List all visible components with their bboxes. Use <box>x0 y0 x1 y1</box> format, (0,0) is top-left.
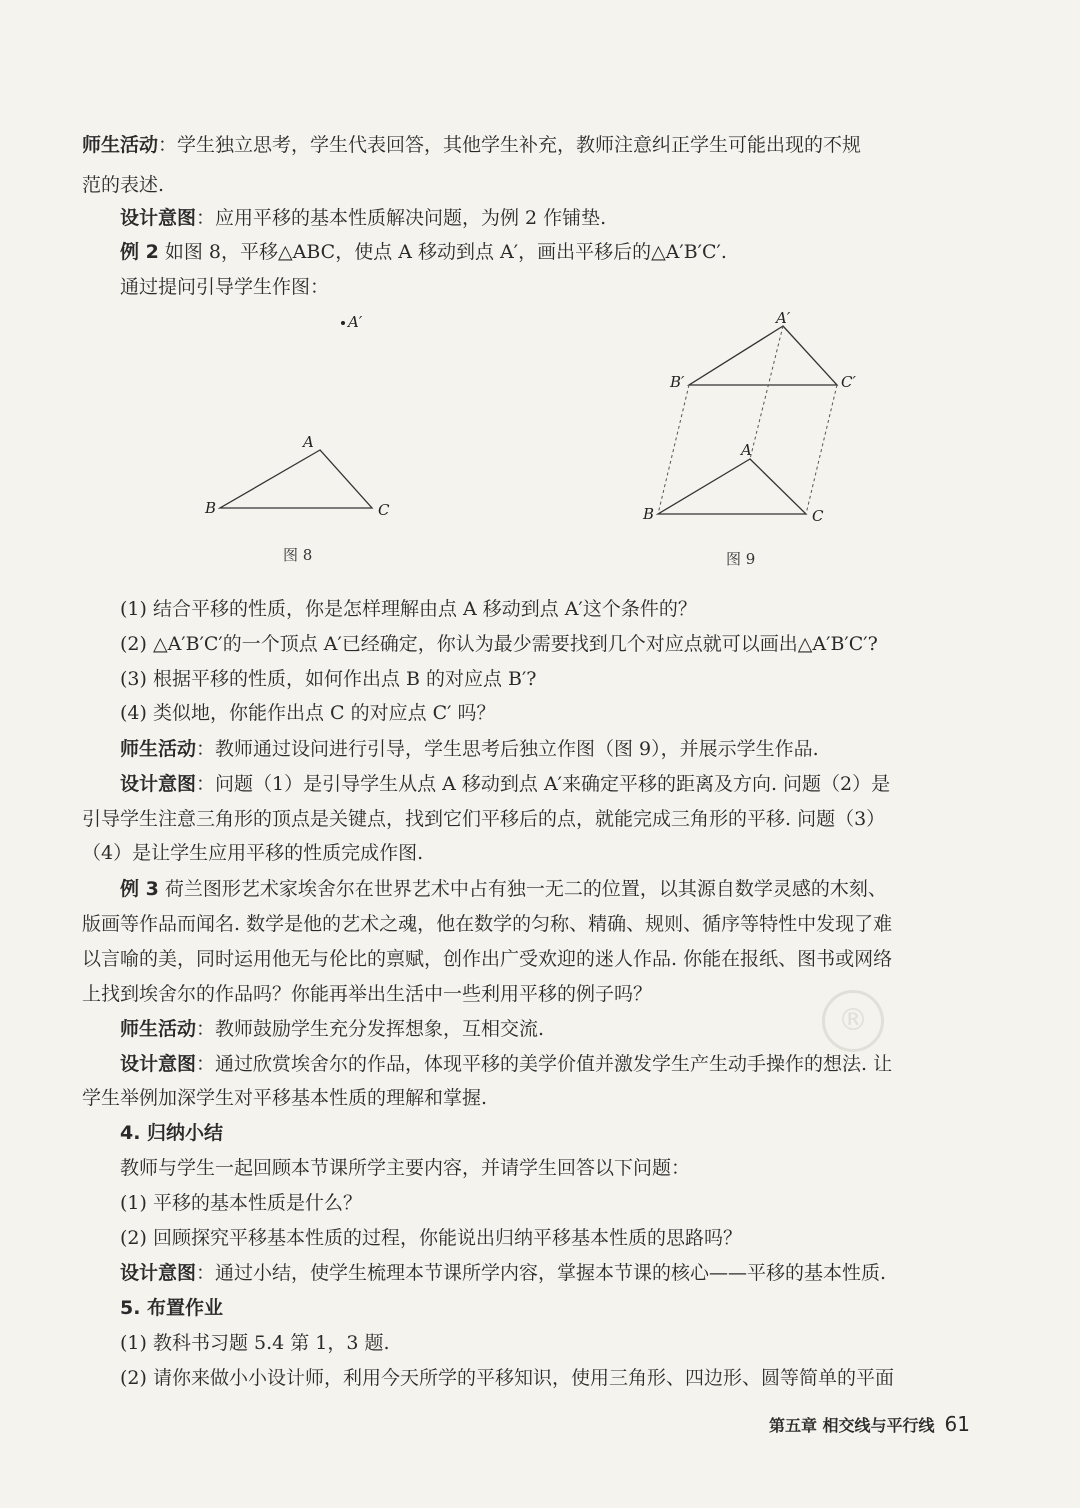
text-line: (2) 请你来做小小设计师，利用今天所学的平移知识，使用三角形、四边形、圆等简单的平面 <box>120 1367 894 1389</box>
page-footer <box>769 1412 970 1436</box>
label-c: C <box>812 507 824 525</box>
triangle-abc-prime <box>689 326 837 385</box>
figure-9 <box>640 305 860 535</box>
triangle-abc <box>658 459 806 514</box>
section-heading: 4. 归纳小结 <box>120 1122 224 1144</box>
text-line: 范的表述. <box>82 174 165 196</box>
label-a: A <box>303 433 314 451</box>
text-line: 设计意图：应用平移的基本性质解决问题，为例 2 作铺垫. <box>120 207 607 229</box>
text-line: 通过提问引导学生作图： <box>120 276 330 298</box>
section-heading: 5. 布置作业 <box>120 1297 224 1319</box>
text-line: 设计意图：通过小结，使学生梳理本节课所学内容，掌握本节课的核心——平移的基本性质. <box>120 1262 887 1284</box>
label-c-prime: C′ <box>841 373 856 391</box>
translation-line-b <box>658 385 689 514</box>
text-line: (1) 教科书习题 5.4 第 1，3 题. <box>120 1332 390 1354</box>
text-line: (1) 平移的基本性质是什么？ <box>120 1192 362 1214</box>
text-line: (3) 根据平移的性质，如何作出点 B 的对应点 B′? <box>120 668 537 690</box>
text-line: 上找到埃舍尔的作品吗？你能再举出生活中一些利用平移的例子吗？ <box>82 983 653 1005</box>
label-c: C <box>378 501 390 519</box>
translation-line-a <box>750 326 783 459</box>
text-line: 设计意图：通过欣赏埃舍尔的作品，体现平移的美学价值并激发学生产生动手操作的想法. 让 <box>120 1053 893 1075</box>
text-line: (2) 回顾探究平移基本性质的过程，你能说出归纳平移基本性质的思路吗？ <box>120 1227 742 1249</box>
text-line: 例 2 如图 8，平移△ABC，使点 A 移动到点 A′，画出平移后的△A′B′C′. <box>120 241 727 263</box>
label-a-prime: A′ <box>776 309 791 327</box>
text-line: 师生活动：学生独立思考，学生代表回答，其他学生补充，教师注意纠正学生可能出现的不规 <box>82 134 862 156</box>
page-number: 61 <box>944 1412 970 1436</box>
text-line: 设计意图：问题（1）是引导学生从点 A 移动到点 A′来确定平移的距离及方向. 问题（2）是 <box>120 773 891 795</box>
registered-watermark: ® <box>822 990 884 1052</box>
label-b: B <box>205 499 217 517</box>
text-line: 引导学生注意三角形的顶点是关键点，找到它们平移后的点，就能完成三角形的平移. 问题（3） <box>82 808 886 830</box>
text-line: 师生活动：教师鼓励学生充分发挥想象，互相交流. <box>120 1018 545 1040</box>
text-line: 例 3 荷兰图形艺术家埃舍尔在世界艺术中占有独一无二的位置，以其源自数学灵感的木刻、 <box>120 878 887 900</box>
chapter-title: 第五章 相交线与平行线 <box>768 1416 935 1435</box>
text-line: (4) 类似地，你能作出点 C 的对应点 C′ 吗？ <box>120 702 496 724</box>
label-b: B <box>643 505 655 523</box>
figure-9-caption: 图 9 <box>726 550 756 568</box>
translation-line-c <box>806 385 837 514</box>
label-a-prime: A′ <box>348 313 363 331</box>
text-line: (1) 结合平移的性质，你是怎样理解由点 A 移动到点 A′这个条件的？ <box>120 598 697 620</box>
label-a: A <box>741 441 752 459</box>
text-line: 学生举例加深学生对平移基本性质的理解和掌握. <box>82 1087 488 1109</box>
text-line: 教师与学生一起回顾本节课所学主要内容，并请学生回答以下问题： <box>120 1157 691 1179</box>
figure-8 <box>190 305 430 565</box>
text-line: 以言喻的美，同时运用他无与伦比的禀赋，创作出广受欢迎的迷人作品. 你能在报纸、图书或网络 <box>82 948 893 970</box>
text-line: (2) △A′B′C′的一个顶点 A′已经确定，你认为最少需要找到几个对应点就可以画出△A′B′C′? <box>120 633 878 655</box>
text-line: 师生活动：教师通过设问进行引导，学生思考后独立作图（图 9），并展示学生作品. <box>120 738 819 760</box>
figure-8-caption: 图 8 <box>283 546 313 564</box>
label-b-prime: B′ <box>670 373 685 391</box>
text-line: （4）是让学生应用平移的性质完成作图. <box>82 842 424 864</box>
text-line: 版画等作品而闻名. 数学是他的艺术之魂，他在数学的匀称、精确、规则、循序等特性中发现了难 <box>82 913 893 935</box>
triangle-abc <box>220 450 372 508</box>
point-a-prime <box>341 321 345 325</box>
